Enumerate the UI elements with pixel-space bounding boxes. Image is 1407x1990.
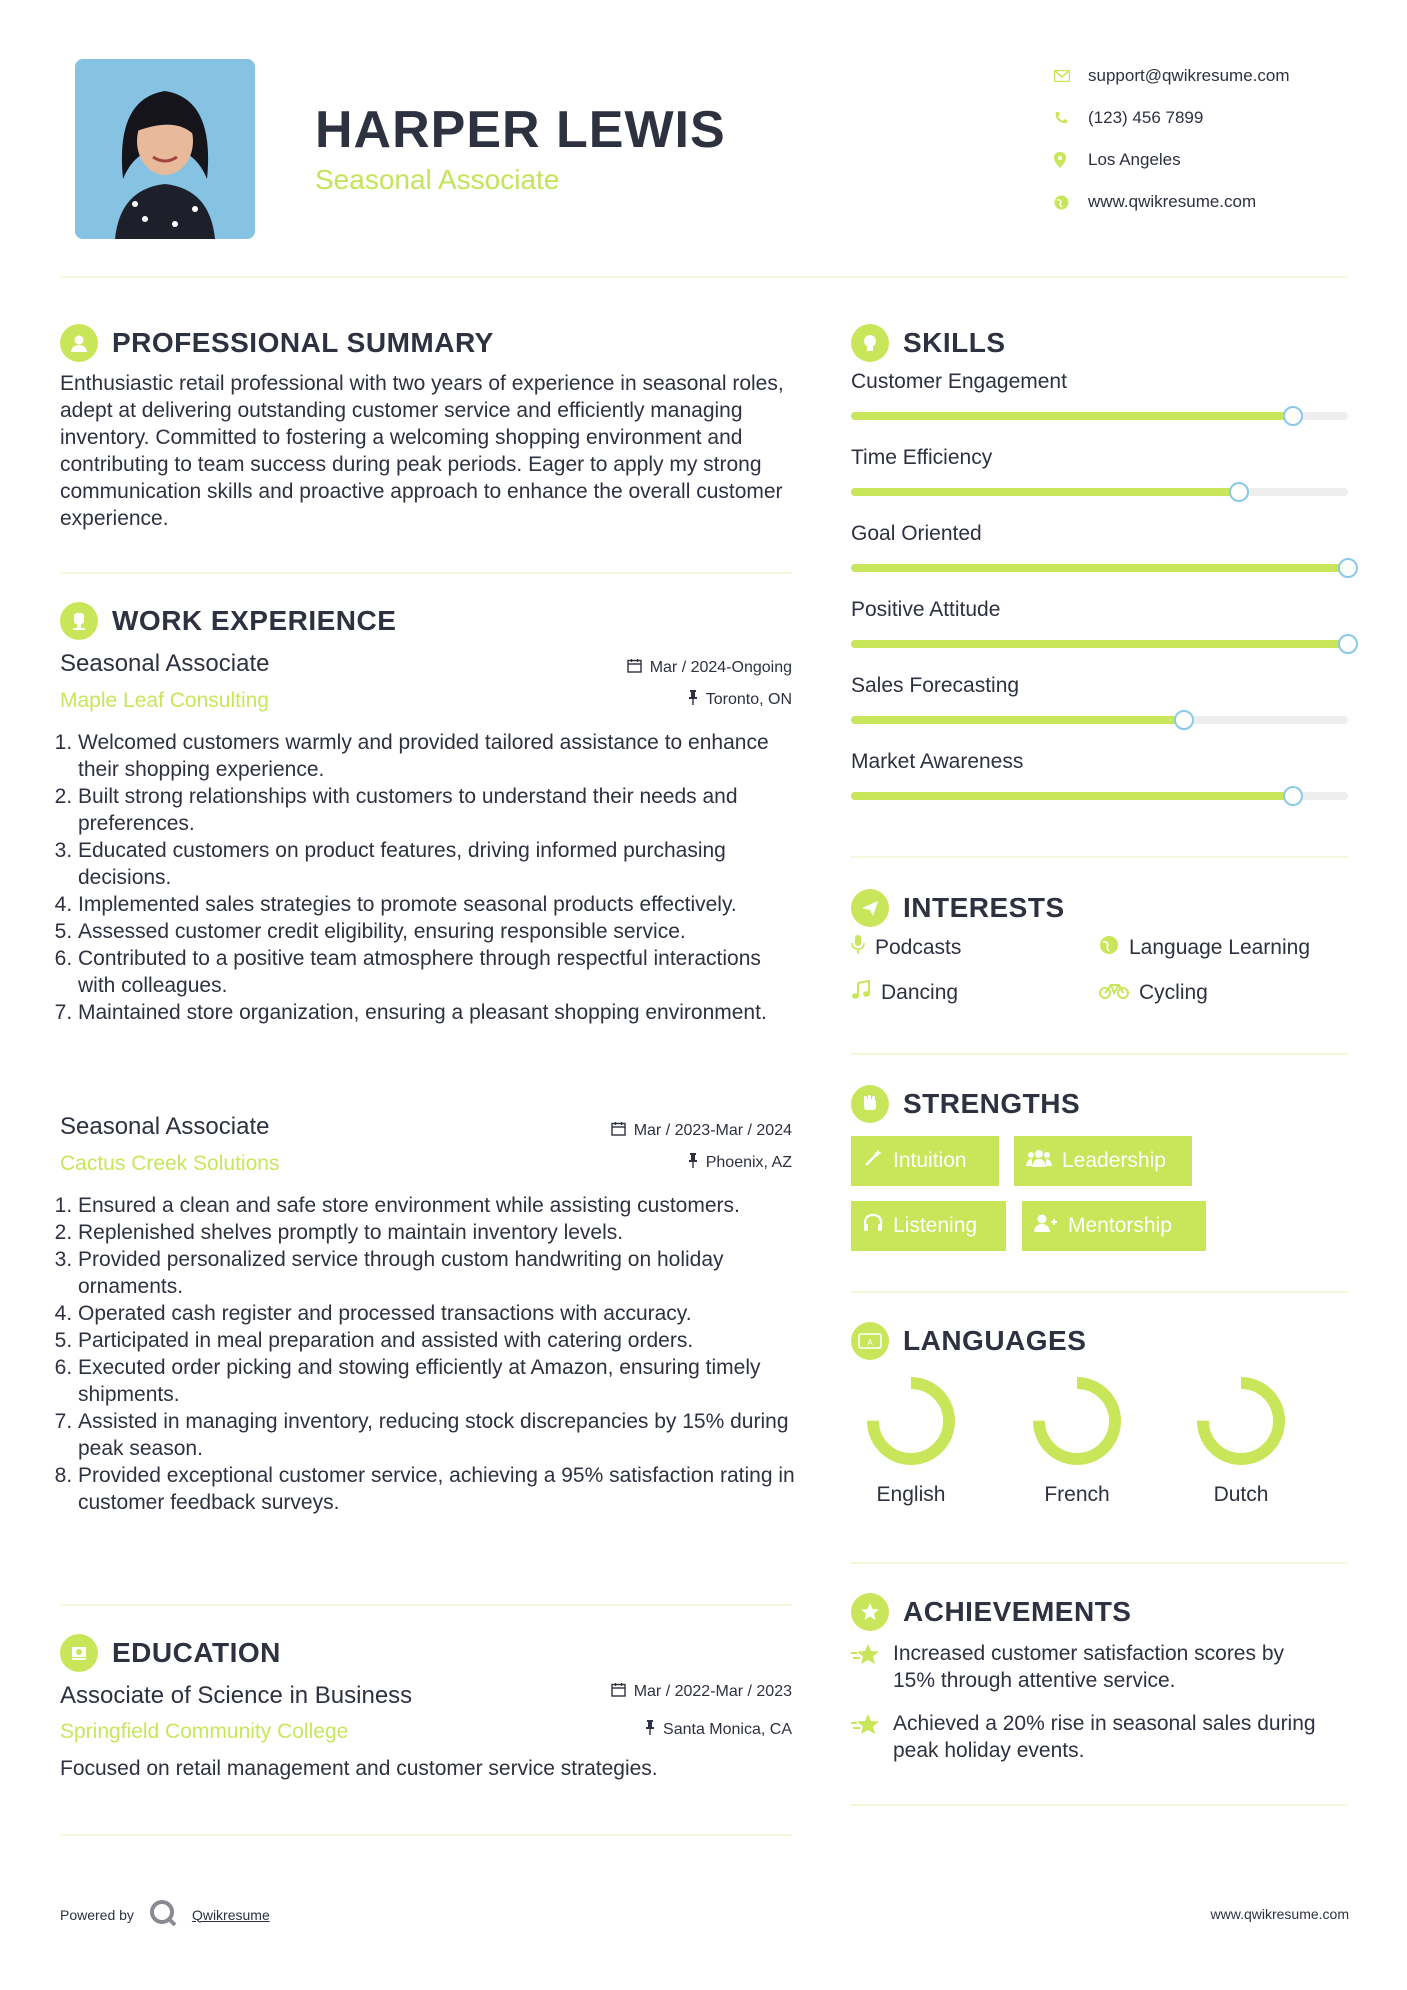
skill-bar	[851, 412, 1348, 420]
skill-bar-fill	[851, 564, 1348, 572]
job-1-company: Maple Leaf Consulting	[60, 689, 269, 712]
list-item: 3. Provided personalized service through custom handwriting on holiday ornaments.	[78, 1246, 795, 1300]
interest-label: Podcasts	[875, 936, 962, 959]
list-item: 4. Implemented sales strategies to promote seasonal products effectively.	[78, 891, 795, 918]
job-1-date-text: Mar / 2024-Ongoing	[649, 659, 792, 676]
job-1-date	[440, 658, 792, 678]
list-item: 7. Maintained store organization, ensuring a pleasant shopping environment.	[78, 999, 795, 1026]
strength-tag-listening	[851, 1201, 1006, 1251]
list-item: 1. Ensured a clean and safe store environment while assisting customers.	[78, 1192, 795, 1219]
language-item	[856, 1373, 966, 1507]
job-2-location	[440, 1153, 792, 1173]
calendar-icon	[627, 658, 642, 678]
skill-bar-knob	[1229, 482, 1249, 502]
skill-label: Customer Engagement	[851, 370, 1067, 393]
list-item: 2. Built strong relationships with customers to understand their needs and preferences.	[78, 783, 795, 837]
mail-icon	[1050, 70, 1088, 82]
list-item: 1. Welcomed customers warmly and provided tailored assistance to enhance their shopping experience.	[78, 729, 795, 783]
skill-label: Sales Forecasting	[851, 674, 1020, 697]
work-title: WORK EXPERIENCE	[112, 605, 397, 636]
list-item: 8. Provided exceptional customer service, achieving a 95% satisfaction rating in customer feedback surveys.	[78, 1462, 795, 1516]
job-2-company: Cactus Creek Solutions	[60, 1152, 280, 1175]
language-item	[1022, 1373, 1132, 1507]
summary-title: PROFESSIONAL SUMMARY	[112, 327, 494, 358]
strengths-title: STRENGTHS	[903, 1088, 1081, 1119]
language-label: French	[1044, 1483, 1110, 1506]
graduation-icon	[60, 1634, 98, 1672]
skill-bar	[851, 488, 1348, 496]
strength-tag-intuition	[851, 1136, 999, 1186]
education-degree: Associate of Science in Business	[60, 1682, 413, 1709]
skill-label: Market Awareness	[851, 750, 1024, 773]
header-divider	[60, 276, 1348, 278]
job-2-date	[440, 1121, 792, 1141]
contact-email-text: support@qwikresume.com	[1088, 66, 1290, 85]
job-1-location	[440, 690, 792, 710]
job-2-date-text: Mar / 2023-Mar / 2024	[633, 1122, 792, 1139]
skill-item	[851, 598, 1351, 648]
candidate-name: HARPER LEWIS	[315, 101, 726, 159]
interests-divider	[851, 1053, 1348, 1055]
translate-icon	[851, 1322, 889, 1360]
skill-bar-knob	[1174, 710, 1194, 730]
headphones-icon	[863, 1213, 883, 1239]
skill-bar	[851, 564, 1348, 572]
qwikresume-link[interactable]: Qwikresume	[191, 1906, 270, 1923]
bicycle-icon	[1099, 980, 1129, 1006]
language-ring	[1193, 1373, 1289, 1469]
contact-phone[interactable]	[1050, 97, 1380, 139]
phone-icon	[1050, 111, 1088, 125]
education-school: Springfield Community College	[60, 1720, 349, 1743]
skills-header	[851, 324, 1006, 362]
pin-icon	[688, 1153, 698, 1173]
contact-email[interactable]	[1050, 55, 1380, 97]
skill-label: Goal Oriented	[851, 522, 982, 545]
skill-bar-knob	[1283, 786, 1303, 806]
music-note-icon	[851, 980, 871, 1006]
summary-text: Enthusiastic retail professional with two years of experience in seasonal roles, adept at delivering outstanding customer service and efficiently managing inventory. Committed to fostering a welcoming shopping environment and contributing to team success during peak periods. Eager to apply my strong communication skills and proactive approach to enhance the overall customer experience.	[60, 372, 784, 530]
powered-by-label: Powered by	[60, 1906, 134, 1923]
job-1-bullets	[60, 729, 795, 1026]
interests-header	[851, 889, 1065, 927]
job-2-location-text: Phoenix, AZ	[705, 1154, 792, 1171]
paper-plane-icon	[851, 889, 889, 927]
list-item: 3. Educated customers on product features, driving informed purchasing decisions.	[78, 837, 795, 891]
skill-item	[851, 522, 1351, 572]
award-icon	[851, 1593, 889, 1631]
skill-item	[851, 446, 1351, 496]
skill-bar-knob	[1338, 558, 1358, 578]
briefcase-icon	[60, 602, 98, 640]
strengths-divider	[851, 1291, 1348, 1293]
skill-label: Time Efficiency	[851, 446, 993, 469]
list-item: 6. Contributed to a positive team atmosphere through respectful interactions with colleagues.	[78, 945, 795, 999]
fist-icon	[851, 1085, 889, 1123]
interest-dancing	[851, 980, 958, 1006]
skill-item	[851, 674, 1351, 724]
summary-divider	[60, 572, 792, 574]
strength-tag-mentorship	[1022, 1201, 1206, 1251]
strengths-header	[851, 1085, 1080, 1123]
skill-bar-fill	[851, 488, 1239, 496]
interest-label: Language Learning	[1129, 936, 1311, 959]
skill-bar-fill	[851, 716, 1184, 724]
footer-powered-by	[60, 1898, 270, 1931]
achievement-text: Achieved a 20% rise in seasonal sales during peak holiday events.	[893, 1712, 1316, 1762]
job-2-bullets	[60, 1192, 795, 1516]
languages-divider	[851, 1562, 1348, 1564]
user-icon	[60, 324, 98, 362]
interest-label: Dancing	[881, 981, 959, 1004]
education-date	[440, 1682, 792, 1702]
skill-bar-fill	[851, 412, 1293, 420]
education-header	[60, 1634, 281, 1672]
job-1-location-text: Toronto, ON	[705, 691, 792, 708]
candidate-role: Seasonal Associate	[315, 164, 560, 195]
contact-location	[1050, 139, 1380, 181]
skill-bar	[851, 716, 1348, 724]
star-icon	[851, 1713, 881, 1744]
globe-icon	[1050, 195, 1088, 210]
achievements-title: ACHIEVEMENTS	[903, 1596, 1132, 1627]
pin-icon	[645, 1720, 655, 1740]
lightbulb-icon	[851, 324, 889, 362]
education-date-text: Mar / 2022-Mar / 2023	[633, 1683, 792, 1700]
language-item	[1186, 1373, 1296, 1507]
microphone-icon	[851, 935, 865, 961]
interest-podcasts	[851, 935, 961, 961]
achievements-divider	[851, 1804, 1348, 1806]
achievement-item	[851, 1710, 1331, 1764]
language-label: Dutch	[1213, 1483, 1269, 1506]
list-item: 4. Operated cash register and processed transactions with accuracy.	[78, 1300, 795, 1327]
globe-icon	[1099, 935, 1119, 961]
education-divider	[60, 1834, 792, 1836]
strength-tag-leadership	[1014, 1136, 1192, 1186]
achievements-header	[851, 1593, 1131, 1631]
education-location	[440, 1720, 792, 1740]
work-header	[60, 602, 396, 640]
skill-bar-fill	[851, 792, 1293, 800]
skill-item	[851, 750, 1351, 800]
strength-label: Listening	[893, 1214, 978, 1237]
job-2-title: Seasonal Associate	[60, 1113, 270, 1140]
list-item: 7. Assisted in managing inventory, reducing stock discrepancies by 15% during peak season.	[78, 1408, 795, 1462]
education-location-text: Santa Monica, CA	[663, 1721, 792, 1738]
language-ring-arc	[873, 1383, 949, 1459]
language-ring	[863, 1373, 959, 1469]
skills-title: SKILLS	[903, 327, 1006, 358]
skill-bar-fill	[851, 640, 1348, 648]
languages-header	[851, 1322, 1086, 1360]
profile-photo	[75, 59, 255, 239]
list-item: 5. Participated in meal preparation and assisted with catering orders.	[78, 1327, 795, 1354]
skill-bar	[851, 792, 1348, 800]
job-1-title: Seasonal Associate	[60, 650, 270, 677]
skill-bar-knob	[1283, 406, 1303, 426]
summary-header	[60, 324, 494, 362]
contact-list	[1050, 55, 1380, 223]
contact-website[interactable]	[1050, 181, 1380, 223]
interest-label: Cycling	[1139, 981, 1208, 1004]
list-item: 5. Assessed customer credit eligibility, ensuring responsible service.	[78, 918, 795, 945]
location-pin-icon	[1050, 152, 1088, 168]
skill-label: Positive Attitude	[851, 598, 1001, 621]
education-title: EDUCATION	[112, 1637, 281, 1668]
languages-title: LANGUAGES	[903, 1325, 1087, 1356]
interests-title: INTERESTS	[903, 892, 1065, 923]
achievement-text: Increased customer satisfaction scores by 15% through attentive service.	[893, 1642, 1285, 1692]
magic-wand-icon	[863, 1148, 883, 1174]
pin-icon	[688, 690, 698, 710]
skill-bar-knob	[1338, 634, 1358, 654]
group-icon	[1026, 1148, 1052, 1174]
list-item: 2. Replenished shelves promptly to maintain inventory levels.	[78, 1219, 795, 1246]
contact-location-text: Los Angeles	[1088, 150, 1181, 169]
interest-language-learning	[1099, 935, 1310, 961]
star-icon	[851, 1643, 881, 1674]
contact-phone-text: (123) 456 7899	[1088, 108, 1204, 127]
contact-website-text: www.qwikresume.com	[1088, 192, 1257, 211]
skill-item	[851, 370, 1351, 420]
education-description: Focused on retail management and customer service strategies.	[60, 1757, 658, 1780]
interest-cycling	[1099, 980, 1208, 1006]
strength-label: Leadership	[1062, 1149, 1166, 1172]
skill-bar	[851, 640, 1348, 648]
language-ring-arc	[1203, 1383, 1279, 1459]
calendar-icon	[611, 1121, 626, 1141]
strength-label: Mentorship	[1068, 1214, 1172, 1237]
work-divider	[60, 1604, 792, 1606]
svg-text:A: A	[867, 1338, 873, 1347]
qwikresume-logo-icon	[148, 1898, 178, 1931]
language-ring-arc	[1039, 1383, 1115, 1459]
strength-label: Intuition	[893, 1149, 967, 1172]
list-item: 6. Executed order picking and stowing efficiently at Amazon, ensuring timely shipments.	[78, 1354, 795, 1408]
language-label: English	[876, 1483, 946, 1506]
skills-divider	[851, 856, 1348, 858]
footer-website[interactable]: www.qwikresume.com	[1210, 1906, 1349, 1922]
achievement-item	[851, 1640, 1331, 1694]
language-ring	[1029, 1373, 1125, 1469]
calendar-icon	[611, 1682, 626, 1702]
add-user-icon	[1034, 1213, 1058, 1239]
